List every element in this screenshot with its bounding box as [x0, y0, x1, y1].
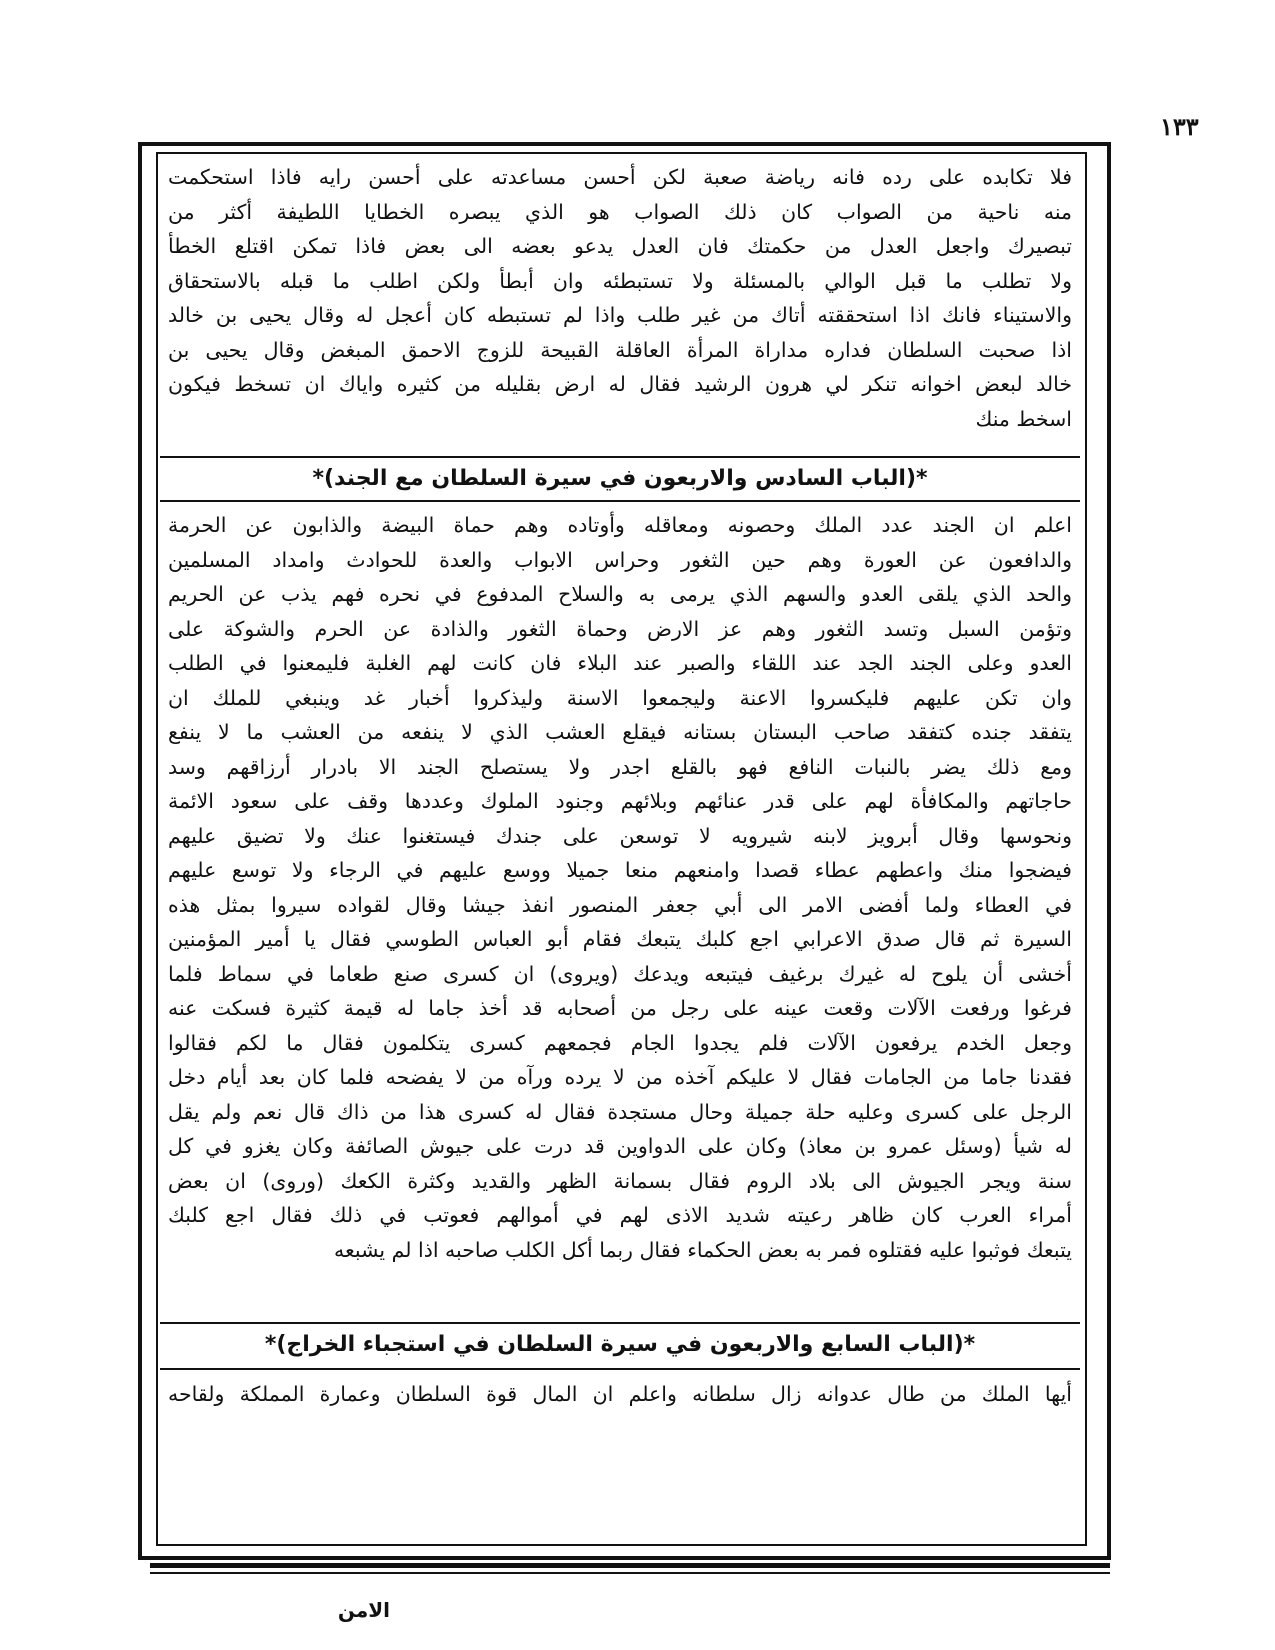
text-line: ولا تطلب ما قبل الوالي بالمسئلة ولا تستبطئه وان أبطأ ولكن اطلب ما قبله بالاستحقاق [168, 268, 1072, 293]
text-line: ومع ذلك يضر بالنبات النافع فهو بالقلع اجدر ولا يستصلح الجند الا بادرار أرزاقهم وسد [168, 754, 1072, 779]
text-line: حاجاتهم والمكافأة لهم على قدر عنائهم وبلائهم وجنود الملوك وعددها وقف على سعود الائمة [168, 789, 1072, 813]
text-line: منه ناحية من الصواب كان ذلك الصواب هو الذي يبصره الخطايا اللطيفة أكثر من [168, 199, 1072, 224]
chapter-heading-47: *(الباب السابع والاربعون في سيرة السلطان في استجباء الخراج)* [264, 1332, 976, 1357]
paragraph-block-1 [168, 160, 1072, 436]
text-line: والاستيناء فانك اذا استحققته أتاك من غير طلب واذا لم تستبطه كان أعجل له وقال يحيى بن خالد [168, 303, 1072, 327]
text-line: فقدنا جاما من الجامات فقال لا عليكم آخذه من لا يرده ورآه من لا يفضحه فلما كان بعد أيام دخل [168, 1065, 1072, 1089]
paragraph-block-2 [168, 508, 1072, 1267]
text-line: له شيأ (وسئل عمرو بن معاذ) وكان على الدواوين قد درت على جيوش الصائفة وكان يغزو في كل [168, 1134, 1072, 1158]
text-line: فلا تكابده على رده فانه رياضة صعبة لكن أحسن مساعدته على أحسن رايه فاذا استحكمت [168, 165, 1072, 189]
catchword: الامن [337, 1598, 390, 1622]
text-line: الرجل على كسرى وعليه حلة جميلة وحال مستجدة فقال له كسرى هذا من ذاك قال نعم ولم يقل [168, 1099, 1072, 1124]
text-line: وتؤمن السبل وتسد الثغور وهم عز الارض وحماة الثغور والذادة عن الحرم والشوكة على [168, 616, 1072, 641]
text-line: وان تكن عليهم فليكسروا الاعنة وليجمعوا الاسنة وليذكروا أخبار غد وينبغي للملك ان [168, 685, 1072, 710]
text-line: أمراء العرب كان ظاهر رعيته شديد الاذى لهم في أموالهم فعوتب في ذلك فقال اجع كلبك [168, 1203, 1072, 1227]
text-line: وجعل الخدم يرفعون الآلات فلم يجدوا الجام فجمعهم كسرى يتكلمون فقال ما لكم فقالوا [168, 1030, 1072, 1055]
text-line: اعلم ان الجند عدد الملك وحصونه ومعاقله وأوتاده وهم حماة البيضة والذابون عن الحرمة [168, 513, 1072, 537]
chapter-heading-46: *(الباب السادس والاربعون في سيرة السلطان مع الجند)* [312, 466, 928, 491]
text-line: والحد الذي يلقى العدو والسهم الذي يرمى به والسلاح المدفوع في نحره فهم يذب عن الحريم [168, 582, 1072, 606]
text-line: العدو وعلى الجند الجد عند اللقاء والصبر عند البلاء فان كانت لهم الغلبة فليمعنوا في الطلب [168, 651, 1072, 675]
bottom-rule [150, 1563, 1110, 1568]
text-line: تبصيرك واجعل العدل من حكمتك فان العدل يدعو بعضه الى بعض فاذا تمكن اقتلع الخطأ [168, 234, 1072, 258]
section-divider [160, 1322, 1080, 1324]
text-line: أخشى أن يلوح له غيرك برغيف فيتبعه ويدعك (ويروى) ان كسرى صنع طعاما في سماط فلما [168, 961, 1072, 986]
section-divider [160, 1368, 1080, 1370]
page-number: ١٣٣ [1160, 112, 1199, 141]
text-line: سنة ويجر الجيوش الى بلاد الروم فقال بسمانة الظهر والقديد وكثرة الكعك (وروى) ان بعض [168, 1168, 1072, 1193]
paragraph-block-3 [168, 1377, 1072, 1412]
text-line: يتبعك فوثبوا عليه فقتلوه فمر به بعض الحكماء فقال ربما أكل الكلب صاحبه اذا لم يشبعه [334, 1237, 1072, 1262]
text-line: اسخط منك [975, 406, 1072, 431]
bottom-rule [150, 1572, 1110, 1574]
text-line: فرغوا ورفعت الآلات وقعت عينه على رجل من أصحابه قد أخذ جاما له قيمة كثيرة فسكت عنه [168, 996, 1072, 1020]
section-divider [160, 456, 1080, 458]
text-line: في العطاء ولما أفضى الامر الى أبي جعفر المنصور انفذ جيشا وقال لقواده سيروا بمثل هذه [168, 892, 1072, 917]
text-line: خالد لبعض اخوانه تنكر لي هرون الرشيد فقال له ارض بقليله من كثيره واياك ان تسخط فيكون [168, 372, 1072, 396]
text-line: فيضجوا منك واعطهم عطاء قصدا وامنعهم منعا جميلا ووسع عليهم في الرجاء ولا توسع عليهم [168, 858, 1072, 882]
text-line: اذا صحبت السلطان فداره مداراة المرأة العاقلة القبيحة للزوج الاحمق المبغض وقال يحيى بن [168, 337, 1072, 362]
text-line: أيها الملك من طال عدوانه زال سلطانه واعلم ان المال قوة السلطان وعمارة المملكة ولقاحه [168, 1382, 1072, 1406]
text-line: والدافعون عن العورة وهم حين الثغور وحراس الابواب والعدة للحوادث وامداد المسلمين [168, 547, 1072, 572]
section-divider [160, 500, 1080, 502]
text-line: ونحوسها وقال أبرويز لابنه شيرويه لا توسعن على جندك فيستغنوا عنك ولا تضيق عليهم [168, 823, 1072, 848]
text-line: السيرة ثم قال صدق الاعرابي اجع كلبك يتبعك فقام أبو العباس الطوسي فقال يا أمير المؤمنين [168, 927, 1072, 951]
text-line: يتفقد جنده كتفقد صاحب البستان بستانه فيقلع العشب الذي لا ينفعه من العشب ما لا ينفع [168, 720, 1072, 744]
